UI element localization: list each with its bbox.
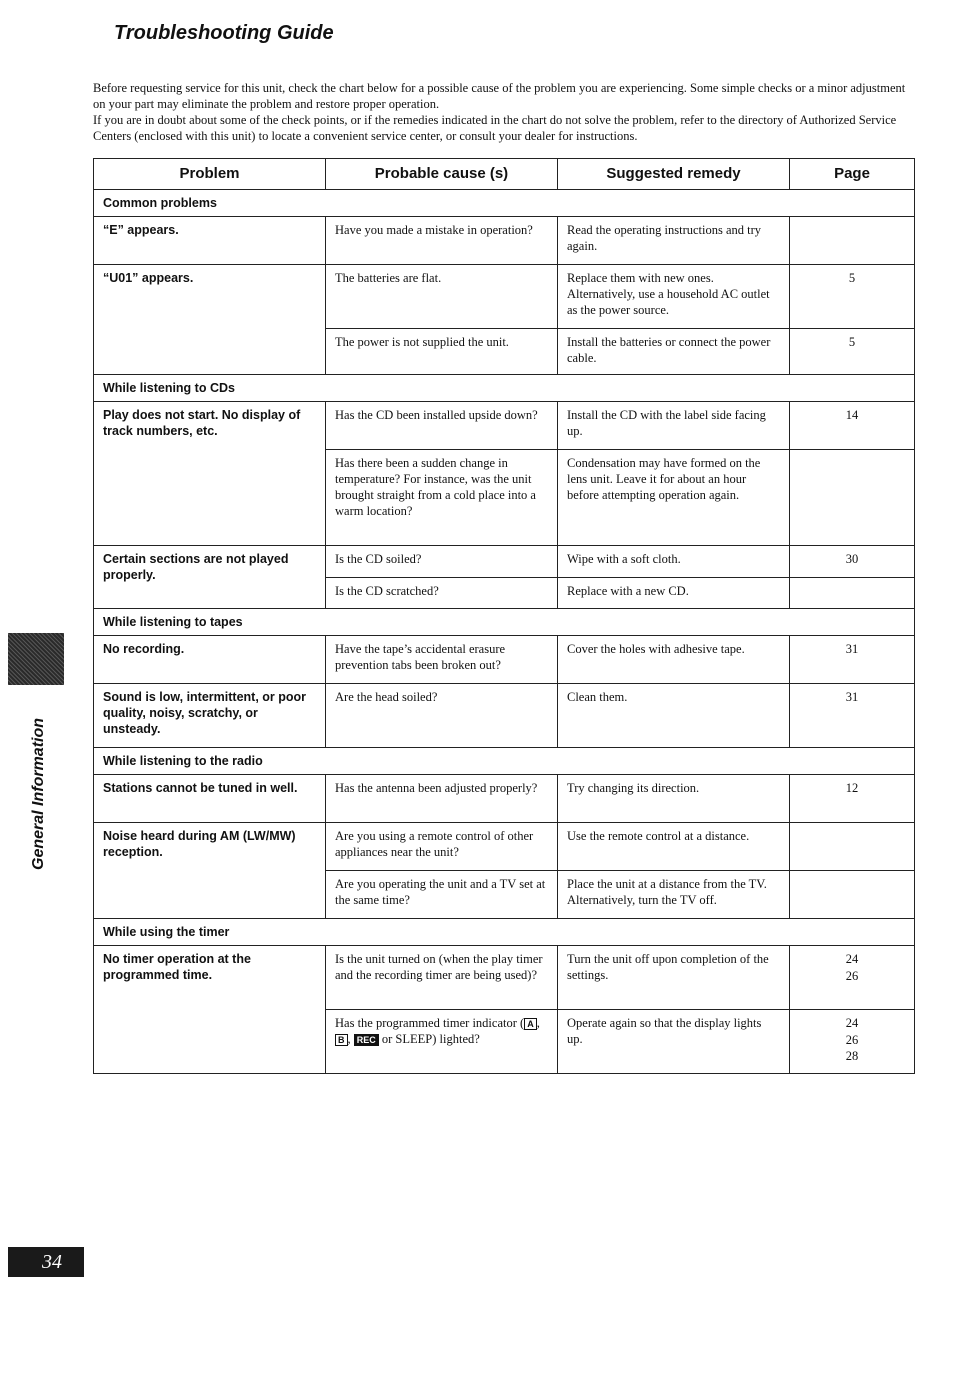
section-row (94, 748, 915, 775)
remedy-cell: Install the batteries or connect the power cable. (558, 329, 790, 375)
cause-cell: Are you using a remote control of other appliances near the unit? (326, 823, 558, 871)
troubleshooting-table (93, 158, 915, 1074)
table-row (94, 636, 915, 684)
cause-text: or SLEEP) lighted? (378, 1032, 480, 1046)
remedy-cell: Turn the unit off upon completion of the settings. (558, 946, 790, 1010)
cause-cell: Has the programmed timer indicator ( A , B , REC or SLEEP) lighted? (326, 1010, 558, 1074)
section-tapes: While listening to tapes (94, 609, 915, 636)
page-cell: 12 (790, 775, 915, 823)
header-cause: Probable cause (s) (326, 159, 558, 190)
remedy-cell: Clean them. (558, 684, 790, 748)
intro-paragraph: Before requesting service for this unit, check the chart below for a possible cause of the problem you are experiencing. Some simple checks or a minor adjustment on your part may eliminate the problem and restore proper operation. (93, 81, 906, 111)
intro-text (93, 80, 917, 144)
page-cell: 31 (790, 636, 915, 684)
section-row (94, 919, 915, 946)
remedy-cell: Operate again so that the display lights up. (558, 1010, 790, 1074)
cause-cell: Is the CD soiled? (326, 546, 558, 578)
header-problem: Problem (94, 159, 326, 190)
page-cell (790, 1010, 915, 1074)
table-row (94, 402, 915, 450)
problem-cell: No recording. (94, 636, 326, 684)
section-common: Common problems (94, 190, 915, 217)
page-cell (790, 578, 915, 609)
page-ref: 26 (845, 968, 859, 983)
table-row (94, 823, 915, 871)
problem-cell: Play does not start. No display of track numbers, etc. (94, 402, 326, 546)
remedy-cell: Place the unit at a distance from the TV. Alternatively, turn the TV off. (558, 871, 790, 919)
problem-cell: Noise heard during AM (LW/MW) reception. (94, 823, 326, 919)
cause-text: Has the programmed timer indicator ( (335, 1016, 525, 1030)
remedy-cell: Wipe with a soft cloth. (558, 546, 790, 578)
page-ref: 28 (845, 1049, 859, 1063)
cause-cell: Are you operating the unit and a TV set at the same time? (326, 871, 558, 919)
cause-cell: Has the antenna been adjusted properly? (326, 775, 558, 823)
cause-cell: Are the head soiled? (326, 684, 558, 748)
section-row (94, 190, 915, 217)
page-ref: 24 (845, 952, 859, 966)
remedy-cell: Replace them with new ones. Alternatively, use a household AC outlet as the power source. (558, 265, 790, 329)
section-row (94, 609, 915, 636)
problem-cell: No timer operation at the programmed time. (94, 946, 326, 1074)
header-row (94, 159, 915, 190)
page-cell: 5 (790, 265, 915, 329)
cause-cell: Is the CD scratched? (326, 578, 558, 609)
table-row (94, 546, 915, 578)
problem-cell: “E” appears. (94, 217, 326, 265)
page-cell: 14 (790, 402, 915, 450)
section-radio: While listening to the radio (94, 748, 915, 775)
problem-cell: Certain sections are not played properly. (94, 546, 326, 609)
page-cell (790, 871, 915, 919)
section-row (94, 375, 915, 402)
timer-b-indicator: B (335, 1034, 348, 1046)
timer-a-indicator: A (524, 1018, 537, 1030)
cause-cell: Has the CD been installed upside down? (326, 402, 558, 450)
page-number: 34 (8, 1247, 84, 1277)
page-cell (790, 217, 915, 265)
page-cell (790, 450, 915, 546)
cause-cell: The batteries are flat. (326, 265, 558, 329)
table-row (94, 775, 915, 823)
page-cell (790, 823, 915, 871)
remedy-cell: Cover the holes with adhesive tape. (558, 636, 790, 684)
page-cell: 31 (790, 684, 915, 748)
rec-indicator: REC (354, 1034, 379, 1046)
section-timer: While using the timer (94, 919, 915, 946)
section-tab-marker (8, 633, 64, 685)
header-remedy: Suggested remedy (558, 159, 790, 190)
remedy-cell: Replace with a new CD. (558, 578, 790, 609)
cause-cell: The power is not supplied the unit. (326, 329, 558, 375)
remedy-cell: Condensation may have formed on the lens unit. Leave it for about an hour before attempting operation again. (558, 450, 790, 546)
table-row (94, 265, 915, 329)
table-row (94, 684, 915, 748)
cause-cell: Have you made a mistake in operation? (326, 217, 558, 265)
page-cell: 5 (790, 329, 915, 375)
remedy-cell: Use the remote control at a distance. (558, 823, 790, 871)
intro-paragraph: If you are in doubt about some of the check points, or if the remedies indicated in the chart do not solve the problem, refer to the directory of Authorized Service Centers (enclosed with this unit) to locate a convenient service center, or consult your dealer for instructions. (93, 113, 897, 143)
remedy-cell: Install the CD with the label side facing up. (558, 402, 790, 450)
remedy-cell: Try changing its direction. (558, 775, 790, 823)
problem-cell: Sound is low, intermittent, or poor quality, noisy, scratchy, or unsteady. (94, 684, 326, 748)
cause-cell: Is the unit turned on (when the play timer and the recording timer are being used)? (326, 946, 558, 1010)
page-ref: 26 (845, 1032, 859, 1047)
problem-cell: “U01” appears. (94, 265, 326, 375)
side-section-label: General Information (30, 717, 47, 870)
cause-cell: Have the tape’s accidental erasure prevention tabs been broken out? (326, 636, 558, 684)
table-row (94, 217, 915, 265)
header-page: Page (790, 159, 915, 190)
page-cell (790, 946, 915, 1010)
remedy-cell: Read the operating instructions and try again. (558, 217, 790, 265)
page-ref: 24 (845, 1016, 859, 1030)
problem-cell: Stations cannot be tuned in well. (94, 775, 326, 823)
page-title: Troubleshooting Guide (114, 22, 334, 44)
cause-cell: Has there been a sudden change in temperature? For instance, was the unit brought straight from a cold place into a warm location? (326, 450, 558, 546)
table-row (94, 946, 915, 1010)
page-cell: 30 (790, 546, 915, 578)
section-cds: While listening to CDs (94, 375, 915, 402)
